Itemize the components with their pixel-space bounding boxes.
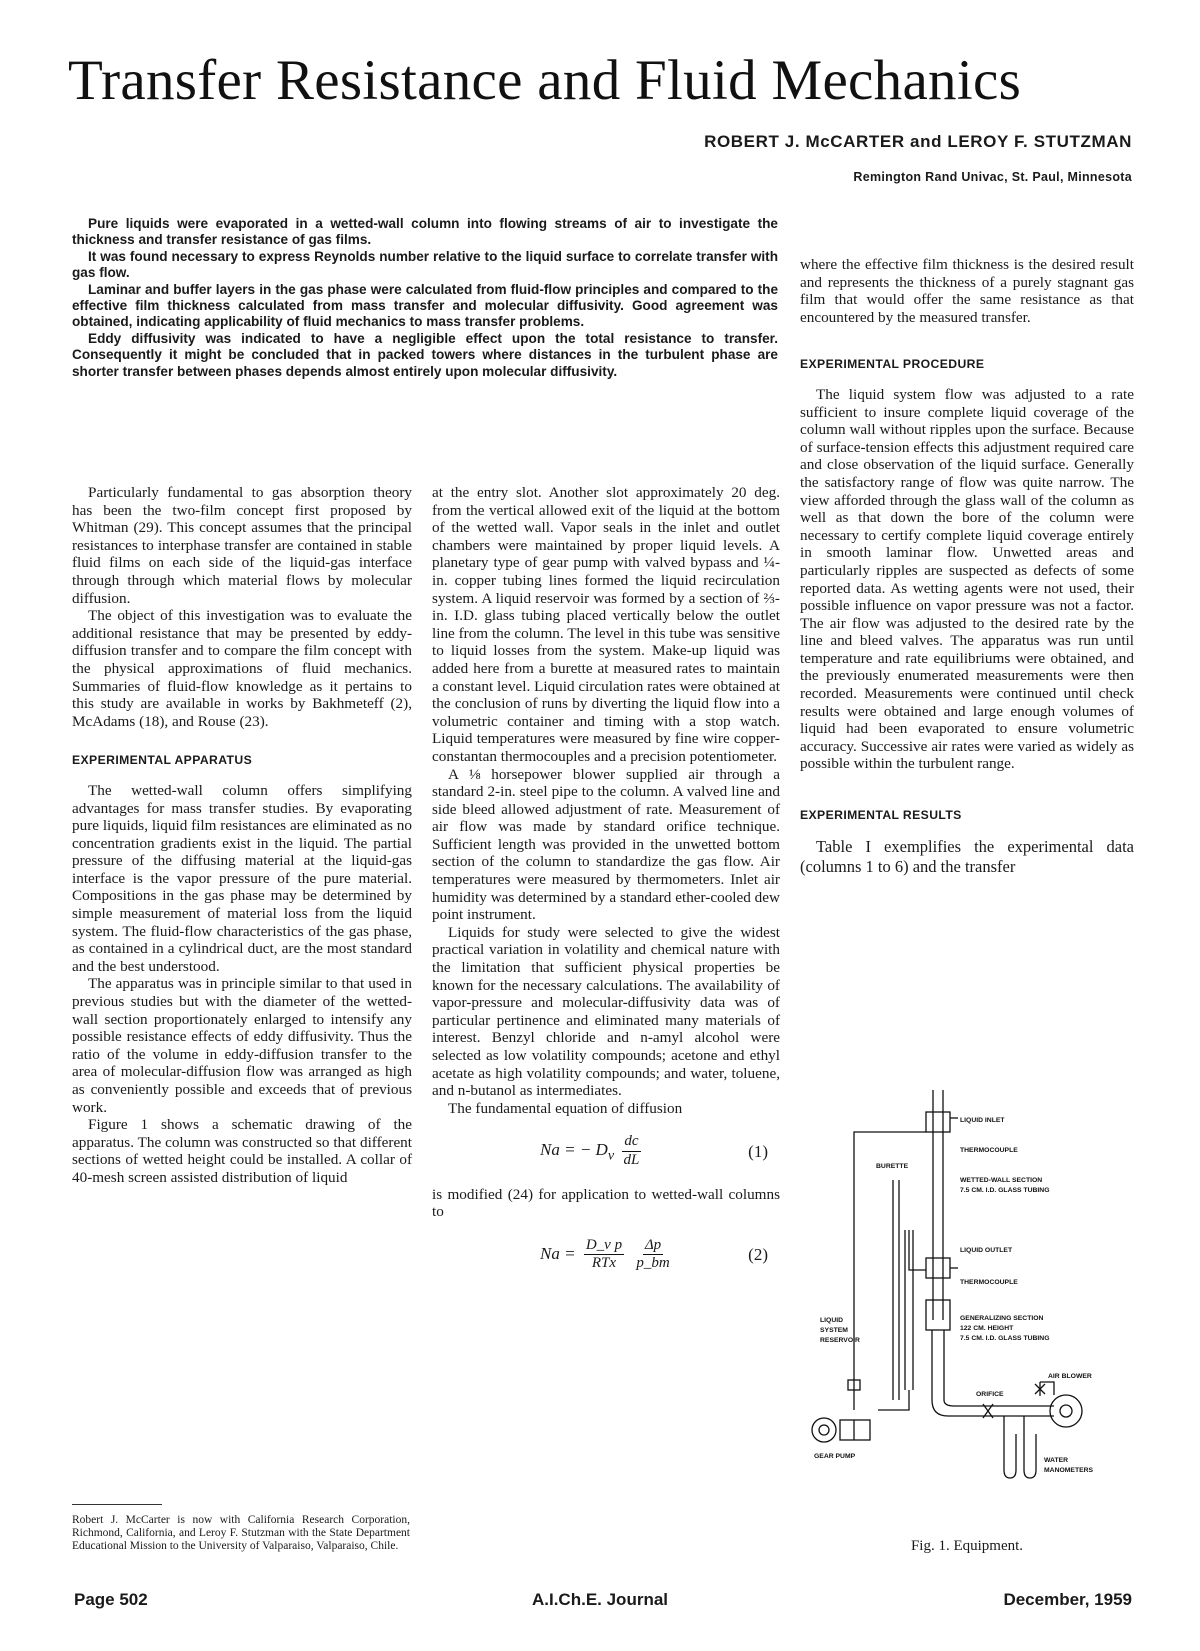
abstract-paragraph: Laminar and buffer layers in the gas phase were calculated from fluid-flow principles and compared to the effective film thickness calculated from mass transfer and molecular diffusivity. Good agreement was obtained, indicating applicability of fluid mechanics to mass transfer problems. (72, 281, 778, 330)
eq2-denominator-2: p_bm (636, 1255, 670, 1272)
outlet-line (909, 1230, 926, 1270)
author-affiliation: Remington Rand Univac, St. Paul, Minnesota (853, 170, 1132, 184)
recirculation-line (854, 1132, 926, 1410)
section-heading-apparatus: EXPERIMENTAL APPARATUS (72, 753, 253, 768)
label-reservoir: LIQUID (820, 1317, 844, 1324)
body-paragraph: The liquid system flow was adjusted to a rate sufficient to insure complete liquid coverage of the column wall without ripples upon the surface. Because of surface-tension effects this adjustment required care and close observation of the liquid surface. Generally the satisfactory range of flow was quite narrow. The view afforded through the glass wall of the column as well as that down the bore of the column were necessary to certify complete liquid coverage entirely in smooth laminar flow. Unwetted areas and particularly ripples are suspected as defects of some reported data. As wetting agents were not used, their possible influence on vapor pressure was not a factor. The air flow was adjusted to the desired rate by the line and bleed valves. The apparatus was run until temperature and rate equilibriums were obtained, and the previously enumerated measurements were then recorded. Measurements were continued until check results were obtained and large enough volumes of liquid had been evaporated to ensure volumetric accuracy. Successive air rates were varied as widely as possible within the turbulent range. (800, 385, 1134, 773)
label-manometers: MANOMETERS (1044, 1467, 1094, 1474)
body-paragraph: where the effective film thickness is the desired result and represents the thickness of a purely stagnant gas film that would offer the same resistance as that encountered by the measured transfer. (800, 256, 1134, 326)
label-gear-pump: GEAR PUMP (814, 1453, 856, 1460)
eq1-sub: v (607, 1147, 615, 1164)
page-number: Page 502 (74, 1590, 148, 1609)
outlet-chamber (926, 1258, 950, 1278)
label-air-blower: AIR BLOWER (1048, 1373, 1092, 1380)
label-generalizing-tubing: 7.5 CM. I.D. GLASS TUBING (960, 1335, 1050, 1342)
gear-pump (812, 1418, 836, 1442)
article-title: Transfer Resistance and Fluid Mechanics (68, 49, 1022, 112)
eq2-numerator-2: Δp (643, 1237, 663, 1256)
pump-motor (840, 1420, 870, 1440)
eq2-fraction-1 (584, 1237, 624, 1273)
body-paragraph: The apparatus was in principle similar to that used in previous studies but with the diameter of the wetted-wall section proportionately enlarged to intensify any possible resistance effects of eddy diffusivity. Thus the ratio of the volume in eddy-diffusion transfer to the area of molecular-diffusion flow was arranged as high as conveniently possible and exceeds that of previous work. (72, 975, 412, 1116)
water-manometer (1004, 1416, 1016, 1478)
body-paragraph: Figure 1 shows a schematic drawing of the apparatus. The column was constructed so that different sections of wetted height could be installed. A collar of 40-mesh screen assisted distribution of liquid (72, 1116, 412, 1186)
equation-number: (1) (748, 1141, 768, 1161)
inlet-chamber (926, 1112, 950, 1132)
footnote: Robert J. McCarter is now with California Research Corporation, Richmond, California, and Leroy F. Stutzman with the State Department Educational Mission to the University of Valparaiso, Valparaiso, Chile. (72, 1514, 410, 1552)
eq2-numerator: D_v p (584, 1237, 624, 1256)
article-authors: ROBERT J. McCARTER and LEROY F. STUTZMAN (704, 132, 1132, 151)
label-thermocouple: THERMOCOUPLE (960, 1147, 1018, 1154)
lower-collar (926, 1300, 950, 1330)
abstract-paragraph: Pure liquids were evaporated in a wetted-wall column into flowing streams of air to investigate the thickness and transfer resistance of gas films. (72, 216, 778, 248)
section-heading-results: EXPERIMENTAL RESULTS (800, 808, 962, 823)
label-reservoir: RESERVOIR (820, 1337, 860, 1344)
journal-name: A.I.Ch.E. Journal (531, 1590, 669, 1609)
body-paragraph: at the entry slot. Another slot approximately 20 deg. from the vertical allowed exit of the liquid at the bottom of the wetted wall. Vapor seals in the inlet and outlet chambers were maintained by proper liquid levels. A planetary type of gear pump with valved bypass and ¼-in. copper tubing lines formed the liquid recirculation system. A liquid reservoir was formed by a section of ⅔-in. I.D. glass tubing placed vertically below the outlet line from the column. The level in this tube was sensitive to liquid losses from the system. Make-up liquid was added here from a burette at measured rates to maintain a constant level. Liquid circulation rates were obtained at the conclusion of runs by diverting the liquid flow into a volumetric container and timing with a stop watch. Liquid temperatures were measured by fine wire copper-constantan thermocouples and a precision potentiometer. (432, 484, 780, 765)
label-thermocouple: THERMOCOUPLE (960, 1279, 1018, 1286)
label-generalizing-height: 122 CM. HEIGHT (960, 1325, 1014, 1332)
eq2-lhs: Na (540, 1243, 560, 1263)
equation-1 (432, 1133, 780, 1169)
body-paragraph: Particularly fundamental to gas absorption theory has been the two-film concept first proposed by Whitman (29). This concept assumes that the principal resistances to interphase transfer are contained in stable fluid films on each side of the liquid-gas interface through through which material flows by molecular diffusion. (72, 484, 412, 607)
air-blower (1050, 1395, 1082, 1427)
figure-caption: Fig. 1. Equipment. (910, 1538, 1024, 1554)
label-wetted-wall-size: 7.5 CM. I.D. GLASS TUBING (960, 1187, 1050, 1194)
air-blower-hub (1060, 1405, 1072, 1417)
label-reservoir: SYSTEM (820, 1327, 848, 1334)
column-right (800, 256, 1134, 877)
body-paragraph: Liquids for study were selected to give the widest practical variation in volatility and chemical nature with the limitation that sufficient physical properties be known for the necessary calculations. The availability of vapor-pressure and molecular-diffusivity data was of particular pertinence and eliminated many materials of interest. Benzyl chloride and n-amyl alcohol were selected as low volatility compounds; acetone and ethyl acetate as high volatility compounds; and water, toluene, and n-butanol as intermediates. (432, 923, 780, 1100)
label-burette: BURETTE (876, 1163, 909, 1170)
eq2-fraction-2 (636, 1237, 669, 1273)
air-pipe (944, 1400, 1054, 1406)
eq1-denominator: dL (623, 1151, 640, 1168)
body-paragraph: A ⅛ horsepower blower supplied air through a standard 2-in. steel pipe to the column. A valved line and side bleed allowed adjustment of rate. Measurement of air flow was made by standard orifice technique. Sufficient length was provided in the unwetted bottom section of the column to standardize the gas flow. Air temperatures were measured by thermometers. Inlet air humidity was determined by a standard ether-cooled dew point instrument. (432, 765, 780, 924)
body-paragraph: The wetted-wall column offers simplifying advantages for mass transfer studies. By evaporating pure liquids, liquid film resistances are eliminated as no concentration gradients exist in the liquid. The partial pressure of the diffusing material at the liquid-gas interface is the vapor pressure of the pure material. Compositions in the gas phase may be determined by simple measurement of material loss from the liquid system. The fluid-flow characteristics of the gas phase, as contained in a cylindrical duct, are the most standard and the best understood. (72, 781, 412, 975)
gear-pump-hub (819, 1425, 829, 1435)
body-paragraph: The object of this investigation was to evaluate the additional resistance that may be presented by eddy-diffusion transfer and to compare the film concept with the physical approximations of fluid mechanics. Summaries of fluid-flow knowledge as it pertains to this study are available in works by Bakhmeteff (2), McAdams (18), and Rouse (23). (72, 607, 412, 730)
column-left (72, 484, 412, 1187)
label-orifice: ORIFICE (976, 1391, 1004, 1398)
label-wetted-wall: WETTED-WALL SECTION (960, 1177, 1043, 1184)
label-water: WATER (1044, 1457, 1069, 1464)
abstract-paragraph: It was found necessary to express Reynolds number relative to the liquid surface to correlate transfer with gas flow. (72, 248, 778, 281)
eq1-rhs: = − D (564, 1140, 608, 1160)
label-liquid-inlet: LIQUID INLET (960, 1117, 1005, 1124)
body-paragraph: is modified (24) for application to wetted-wall columns to (432, 1185, 780, 1221)
air-pipe (932, 1400, 1054, 1416)
abstract-paragraph: Eddy diffusivity was indicated to have a negligible effect upon the total resistance to transfer. Consequently it might be concluded that in packed towers where distances in the turbulent phase are shorter transfer between phases depends almost entirely upon molecular diffusivity. (72, 330, 778, 379)
column-middle (432, 484, 780, 1289)
label-liquid-outlet: LIQUID OUTLET (960, 1247, 1013, 1254)
body-paragraph: Table I exemplifies the experimental data (columns 1 to 6) and the transfer (800, 836, 1134, 876)
equation-2 (432, 1237, 780, 1273)
label-generalizing-section: GENERALIZING SECTION (960, 1315, 1044, 1322)
equation-number: (2) (748, 1245, 768, 1265)
equipment-figure (808, 1090, 1138, 1520)
eq1-fraction (622, 1133, 640, 1169)
eq1-lhs: Na (540, 1140, 560, 1160)
bleed-line (1040, 1382, 1054, 1396)
abstract (72, 216, 778, 380)
footnote-rule (72, 1504, 162, 1505)
eq1-numerator: dc (622, 1133, 640, 1152)
eq2-denominator: RTx (591, 1255, 617, 1272)
water-manometer (1024, 1416, 1036, 1478)
body-paragraph: The fundamental equation of diffusion (448, 1099, 683, 1117)
issue-date: December, 1959 (1003, 1590, 1132, 1609)
eq2-rhs: = (564, 1243, 576, 1263)
section-heading-procedure: EXPERIMENTAL PROCEDURE (800, 357, 985, 372)
